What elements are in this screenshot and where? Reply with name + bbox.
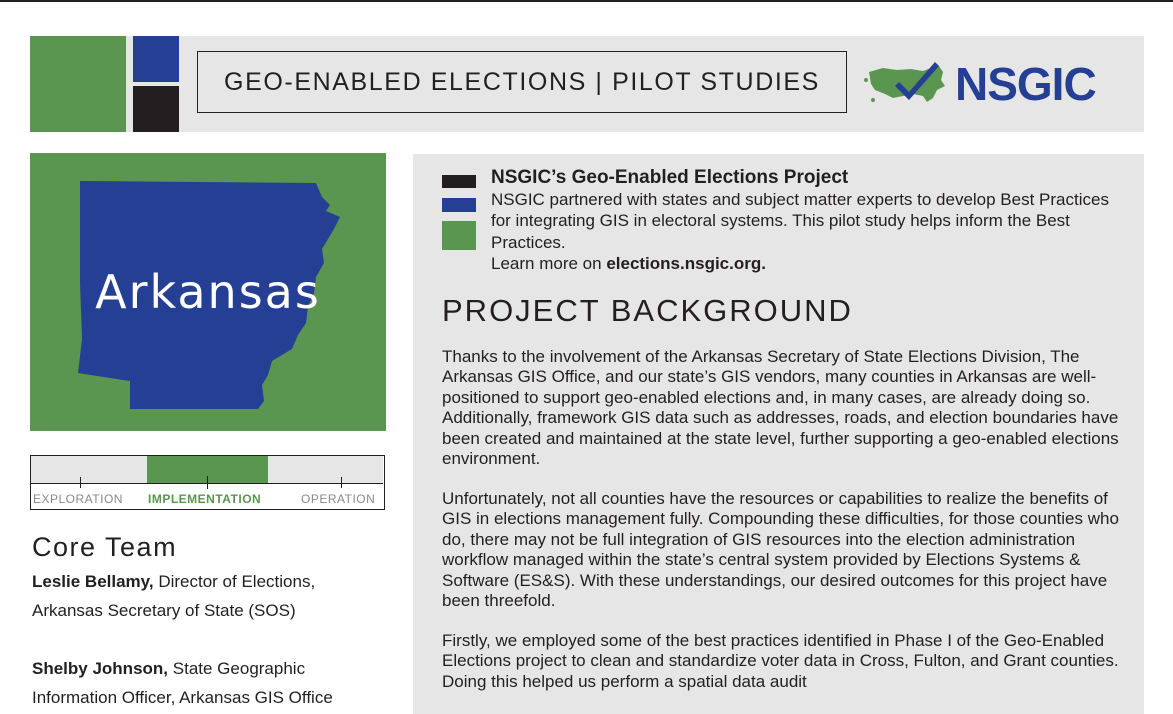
member-name: Shelby Johnson,: [32, 659, 169, 678]
header-band: [30, 36, 1144, 132]
nsgic-logo: [863, 58, 1113, 110]
background-paragraph: Firstly, we employed some of the best practices identified in Phase I of the Geo-Enabled Elections project to clean and standardize voter data in Cross, Fulton, and Grant counties. Doing this helped us perform a spatial data audit: [442, 631, 1119, 691]
phase-tick: [207, 476, 208, 489]
black-swatch: [442, 175, 476, 188]
page-title: GEO-ENABLED ELECTIONS | PILOT STUDIES: [224, 67, 820, 96]
logo-wordmark: NSGIC: [955, 58, 1096, 110]
member-name: Leslie Bellamy,: [32, 572, 154, 591]
state-name: Arkansas: [95, 265, 321, 319]
content-panel: [413, 154, 1144, 714]
header-green-block: [30, 36, 126, 132]
section-heading: PROJECT BACKGROUND: [442, 293, 853, 328]
phase-tick: [80, 477, 81, 488]
learn-more-text: Learn more on: [491, 254, 602, 273]
project-link[interactable]: elections.nsgic.org.: [606, 254, 766, 273]
phase-tick: [341, 477, 342, 488]
header-black-block: [133, 86, 179, 132]
core-team-heading: Core Team: [32, 532, 178, 562]
team-member: [32, 567, 382, 625]
top-rule: [0, 0, 1173, 2]
member-role: Director of Elections, Arkansas Secretary of State (SOS): [32, 572, 316, 620]
member-role: State Geographic Information Officer, Arkansas GIS Office: [32, 659, 333, 707]
green-swatch: [442, 221, 476, 250]
intro-heading: NSGIC’s Geo-Enabled Elections Project: [491, 167, 849, 188]
project-intro: [491, 167, 1131, 275]
intro-learn-more: [491, 253, 1131, 275]
header-blue-block: [133, 36, 179, 82]
team-member: [32, 654, 382, 712]
title-box: [197, 51, 847, 113]
blue-swatch: [442, 198, 476, 212]
state-map-panel: [30, 153, 386, 431]
background-paragraph: Thanks to the involvement of the Arkansas Secretary of State Elections Division, The Arkansas GIS Office, and our state’s GIS vendors, many counties in Arkansas are well-positioned to support geo-enabled elections and, in many cases, are already doing so. Additionally, framework GIS data such as addresses, roads, and election boundaries have been created and maintained at the state level, further supporting a geo-enabled elections environment.: [442, 347, 1119, 469]
us-map-check-icon: [863, 58, 953, 110]
intro-body: NSGIC partnered with states and subject matter experts to develop Best Practices for integrating GIS in electoral systems. This pilot study helps inform the Best Practices.: [491, 189, 1109, 252]
phase-indicator: [30, 455, 385, 510]
phase-label-operation: OPERATION: [301, 492, 376, 506]
phase-label-exploration: EXPLORATION: [33, 492, 123, 506]
background-paragraph: Unfortunately, not all counties have the resources or capabilities to realize the benefits of GIS in elections management fully. Compounding these difficulties, for those counties who do, there may not be full integration of GIS resources into the election administration workflow managed within the state’s central system provided by Elections Systems & Software (ES&S). With these understandings, our desired outcomes for this project have been threefold.: [442, 489, 1119, 611]
phase-label-implementation: IMPLEMENTATION: [148, 492, 262, 506]
